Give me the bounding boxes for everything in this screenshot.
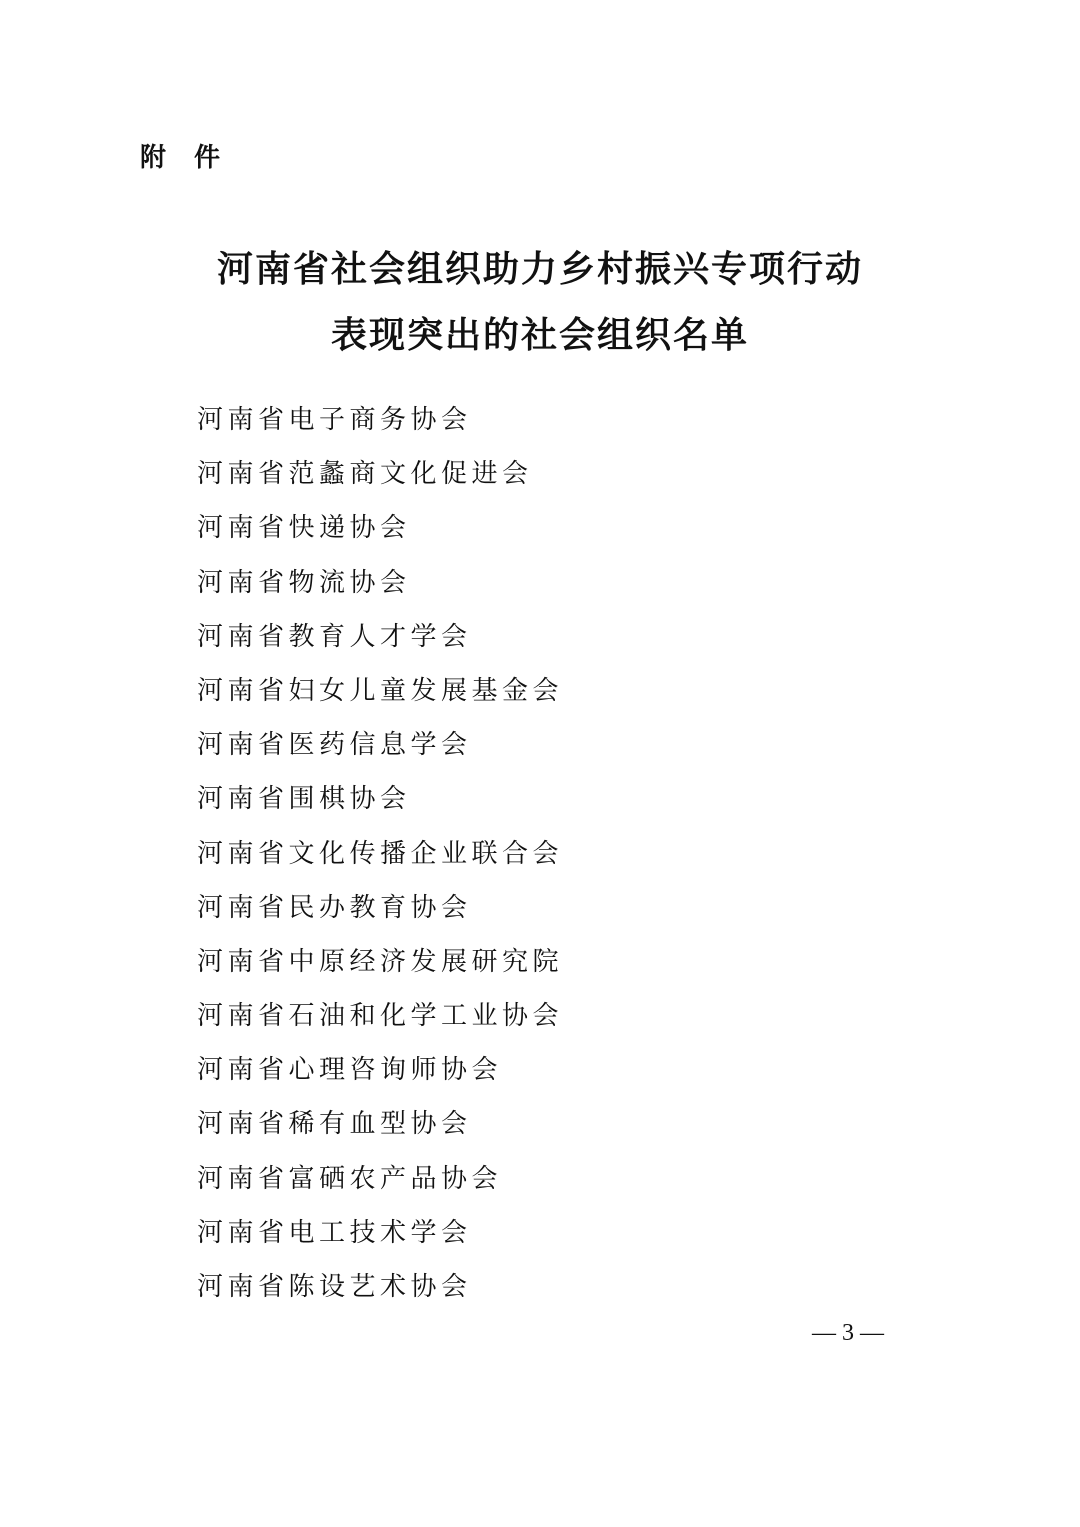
attachment-label: 附件 [140,143,249,173]
organization-item: 河南省石油和化学工业协会 [197,1001,564,1032]
organization-item: 河南省快递协会 [197,513,411,544]
organization-item: 河南省电工技术学会 [197,1217,472,1248]
organization-item: 河南省富硒农产品协会 [197,1163,503,1194]
organization-item: 河南省物流协会 [197,567,411,598]
organization-item: 河南省中原经济发展研究院 [197,946,564,977]
organization-item: 河南省教育人才学会 [197,621,472,652]
document-title-line-2: 表现突出的社会组织名单 [330,315,749,356]
page-number: — 3 — [812,1320,884,1346]
organization-item: 河南省围棋协会 [197,784,411,815]
organization-item: 河南省医药信息学会 [197,730,472,761]
organization-item: 河南省陈设艺术协会 [197,1272,472,1302]
organization-item: 河南省民办教育协会 [197,892,472,923]
organization-item: 河南省范蠡商文化促进会 [197,459,533,490]
organization-item: 河南省心理咨询师协会 [197,1055,503,1086]
document-title-line-1: 河南省社会组织助力乡村振兴专项行动 [216,249,863,290]
organization-item: 河南省稀有血型协会 [197,1109,472,1140]
organization-item: 河南省妇女儿童发展基金会 [197,675,564,706]
organization-item: 河南省文化传播企业联合会 [197,838,564,869]
organization-list [197,396,563,1317]
organization-item: 河南省电子商务协会 [197,405,472,435]
